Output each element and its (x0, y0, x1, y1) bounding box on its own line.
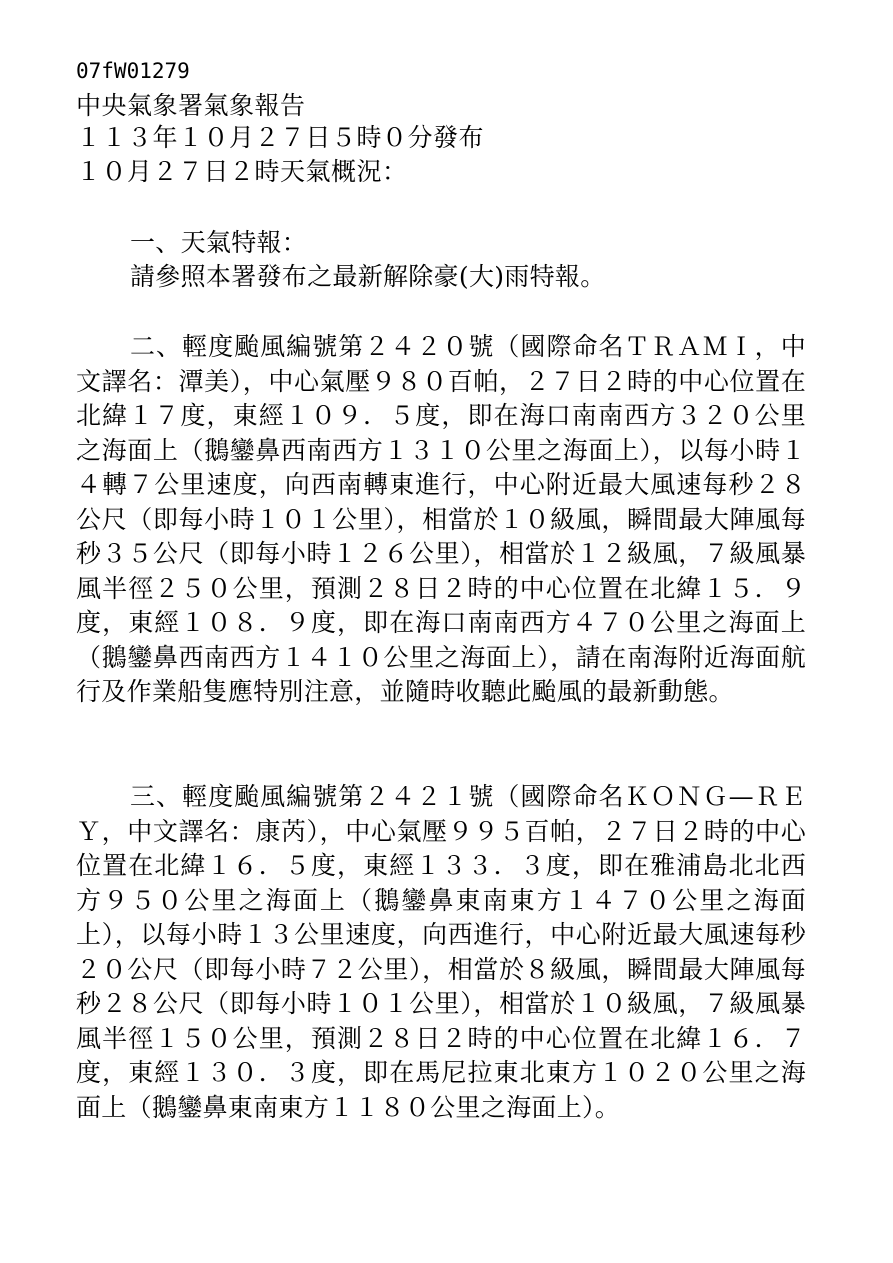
report-title: 中央氣象署氣象報告 (76, 91, 306, 120)
summary-title: １０月２７日２時天氣概況： (76, 157, 408, 186)
issue-time: １１３年１０月２７日５時０分發布 (76, 123, 485, 152)
section-1-heading: 一、天氣特報： (130, 228, 308, 257)
section-3-typhoon-kong-rey: 三、輕度颱風編號第２４２１號（國際命名ＫＯＮＧ—ＲＥＹ，中文譯名：康芮），中心氣壓９９５百帕，２７日２時的中心位置在北緯１６．５度，東經１３３．３度，即在雅浦島北北西方９５０公里之海面上（鵝鑾鼻東南東方１４７０公里之海面上），以每小時１３公里速度，向西進行，中心附近最大風速每秒２０公尺（即每小時７２公里），相當於８級風，瞬間最大陣風每秒２８公尺（即每小時１０１公里），相當於１０級風，７級風暴風半徑１５０公里，預測２８日２時的中心位置在北緯１６．７度，東經１３０．３度，即在馬尼拉東北東方１０２０公里之海面上（鵝鑾鼻東南東方１１８０公里之海面上）。 (76, 782, 806, 1122)
section-2-typhoon-trami: 二、輕度颱風編號第２４２０號（國際命名ＴＲＡＭＩ，中文譯名：潭美），中心氣壓９８０百帕，２７日２時的中心位置在北緯１７度，東經１０９．５度，即在海口南南西方３２０公里之海面上（鵝鑾鼻西南西方１３１０公里之海面上），以每小時１４轉７公里速度，向西南轉東進行，中心附近最大風速每秒２８公尺（即每小時１０１公里），相當於１０級風，瞬間最大陣風每秒３５公尺（即每小時１２６公里），相當於１２級風，７級風暴風半徑２５０公里，預測２８日２時的中心位置在北緯１５．９度，東經１０８．９度，即在海口南南西方４７０公里之海面上（鵝鑾鼻西南西方１４１０公里之海面上），請在南海附近海面航行及作業船隻應特別注意，並隨時收聽此颱風的最新動態。 (76, 332, 806, 706)
section-1-body: 請參照本署發布之最新解除豪(大)雨特報。 (130, 262, 606, 291)
report-code: 07fW01279 (76, 59, 190, 83)
